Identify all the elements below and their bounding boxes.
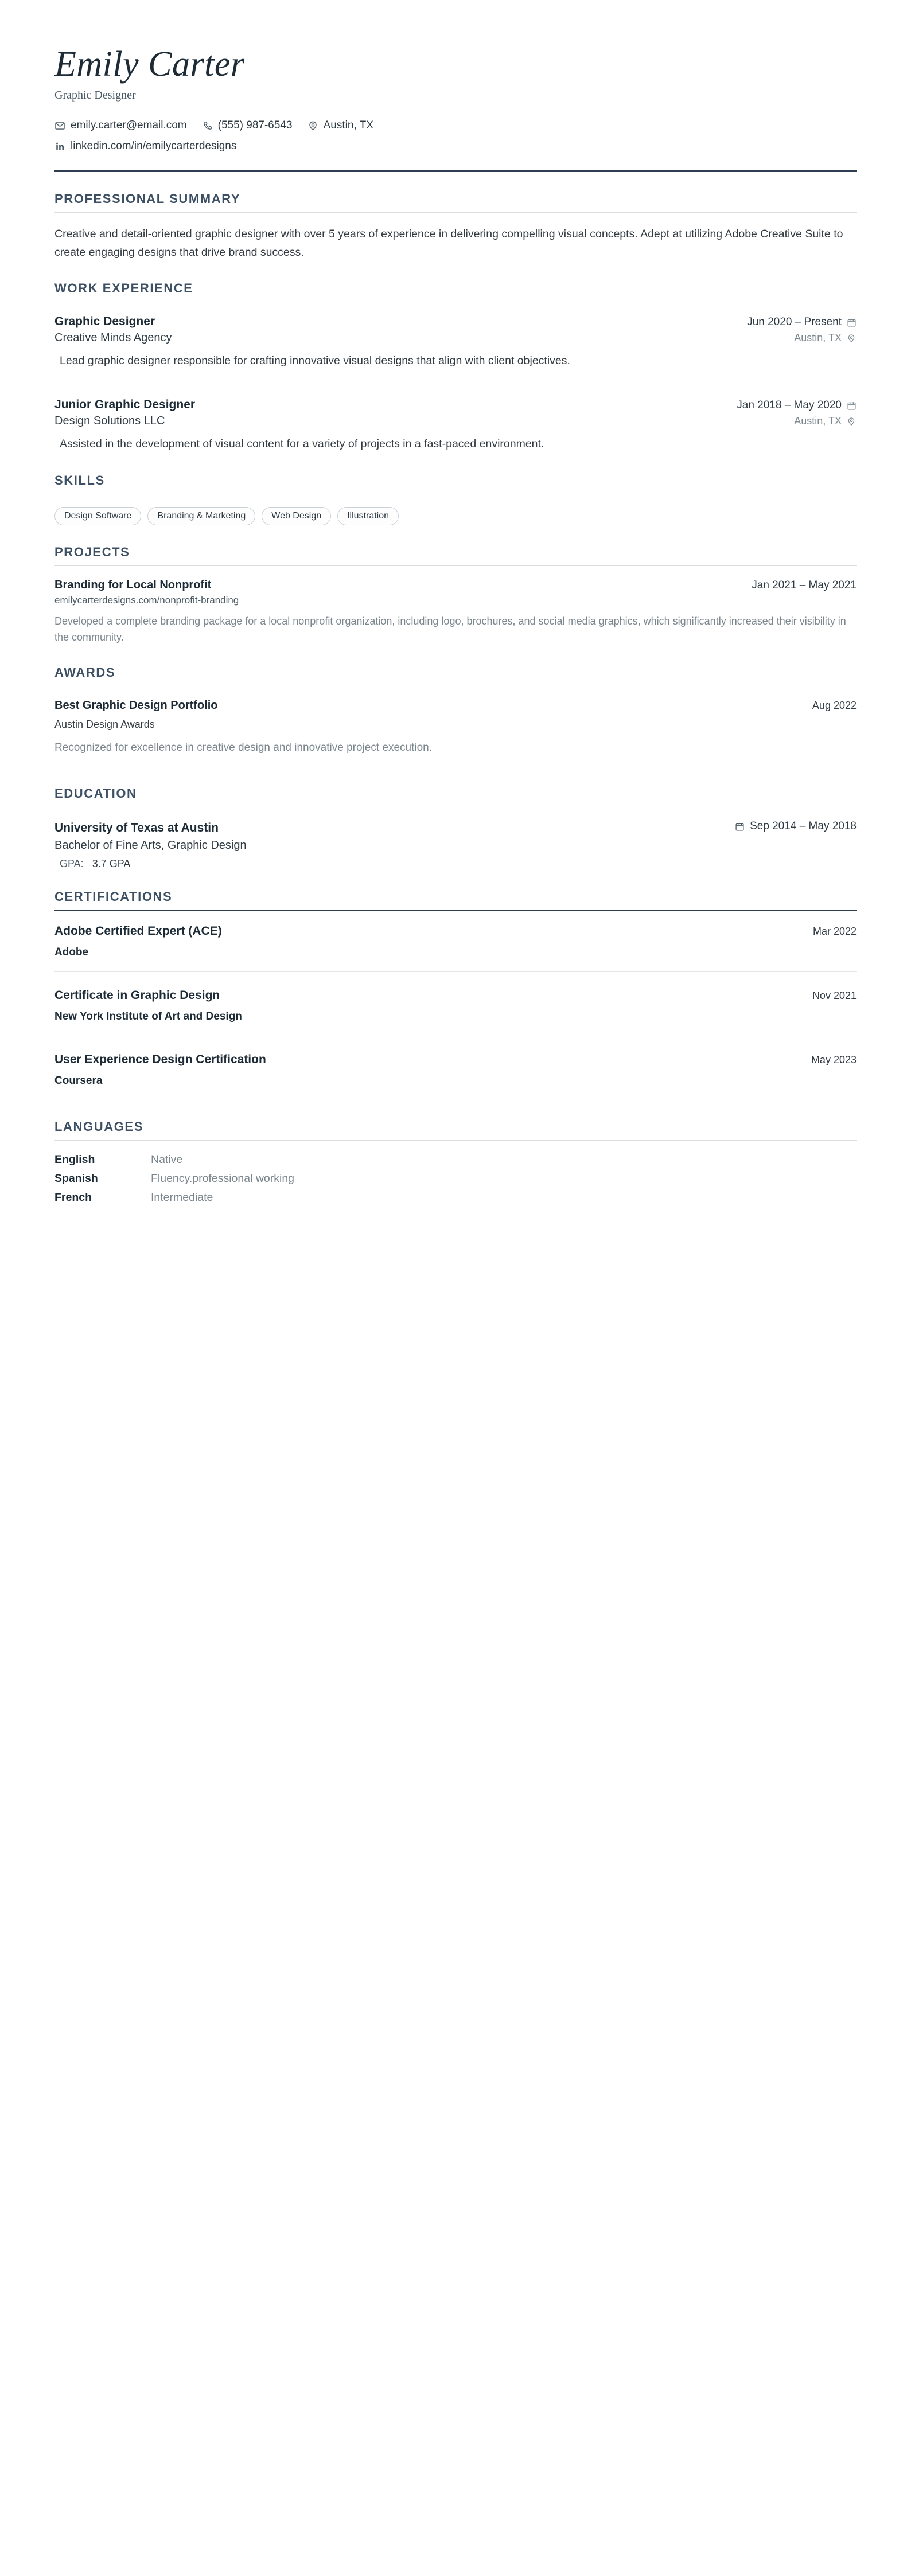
award-date: Aug 2022 xyxy=(812,700,857,712)
certification-issuer: Adobe xyxy=(54,946,89,958)
certification-name: Certificate in Graphic Design xyxy=(54,988,220,1002)
summary-text: Creative and detail-oriented graphic designer with over 5 years of experience in delivering compelling visual concepts. Adept at utilizing Adobe Creative Suite to create engaging designs that drive brand success. xyxy=(54,228,843,259)
skill-chip-list xyxy=(54,507,857,525)
education-gpa xyxy=(60,858,857,870)
section-work-experience xyxy=(54,281,857,453)
section-professional-summary xyxy=(54,192,857,261)
experience-location-group xyxy=(794,415,857,427)
section-title-languages: LANGUAGES xyxy=(54,1119,143,1134)
award-description: Recognized for excellence in creative design and innovative project execution. xyxy=(54,741,433,754)
language-level: Intermediate xyxy=(151,1191,213,1204)
experience-description: Lead graphic designer responsible for crafting innovative visual designs that align with client objectives. xyxy=(60,354,570,368)
section-title-education: EDUCATION xyxy=(54,786,137,801)
award-organization: Austin Design Awards xyxy=(54,719,155,731)
contact-email-text: emily.carter@email.com xyxy=(71,119,187,132)
language-name: Spanish xyxy=(54,1172,98,1185)
page-title: Emily Carter xyxy=(54,45,245,84)
section-divider xyxy=(54,212,857,213)
certification-entry xyxy=(54,1052,857,1100)
section-skills xyxy=(54,473,857,525)
language-level: Fluency.professional working xyxy=(151,1172,295,1185)
location-pin-icon xyxy=(847,333,857,343)
project-name: Branding for Local Nonprofit xyxy=(54,578,212,591)
location-pin-icon xyxy=(307,120,318,131)
certification-name: User Experience Design Certification xyxy=(54,1052,266,1066)
certification-name: Adobe Certified Expert (ACE) xyxy=(54,924,222,938)
skill-chip: Web Design xyxy=(262,507,331,525)
project-description: Developed a complete branding package for a local nonprofit organization, including logo, brochures, and social media graphics, which significantly increased their visibility in the community. xyxy=(54,615,846,643)
experience-entry xyxy=(54,398,857,453)
language-list xyxy=(54,1153,857,1204)
experience-location-group xyxy=(794,332,857,344)
certification-date: May 2023 xyxy=(811,1053,857,1065)
calendar-icon xyxy=(847,318,857,327)
project-link[interactable]: emilycarterdesigns.com/nonprofit-branding xyxy=(54,594,239,606)
section-title-certifications: CERTIFICATIONS xyxy=(54,889,173,904)
section-title-skills: SKILLS xyxy=(54,473,105,487)
education-dates: Sep 2014 – May 2018 xyxy=(750,820,857,833)
contact-phone[interactable] xyxy=(202,119,293,132)
section-awards xyxy=(54,665,857,754)
language-level: Native xyxy=(151,1153,183,1166)
page-bottom-spacer xyxy=(54,1204,857,1239)
contact-linkedin-text: linkedin.com/in/emilycarterdesigns xyxy=(71,140,237,153)
section-title-projects: PROJECTS xyxy=(54,544,130,559)
experience-location: Austin, TX xyxy=(794,332,842,344)
section-divider xyxy=(54,565,857,566)
experience-role: Graphic Designer xyxy=(54,315,155,329)
contact-email[interactable] xyxy=(54,119,187,132)
link-row xyxy=(54,140,857,153)
project-entry xyxy=(54,579,857,646)
contact-location xyxy=(307,119,373,132)
section-projects xyxy=(54,545,857,646)
project-dates: Jan 2021 – May 2021 xyxy=(752,579,857,591)
experience-entry xyxy=(54,315,857,370)
education-degree: Bachelor of Fine Arts, Graphic Design xyxy=(54,838,247,852)
location-pin-icon xyxy=(847,416,857,426)
certification-date: Nov 2021 xyxy=(812,989,857,1001)
skill-chip: Branding & Marketing xyxy=(147,507,255,525)
experience-dates: Jun 2020 – Present xyxy=(747,316,842,329)
header-job-title: Graphic Designer xyxy=(54,89,136,102)
language-name: English xyxy=(54,1153,95,1166)
skill-chip: Illustration xyxy=(337,507,399,525)
certification-entry xyxy=(54,924,857,971)
education-gpa-label: GPA: xyxy=(60,857,84,869)
section-education xyxy=(54,786,857,870)
contact-row xyxy=(54,119,857,132)
section-certifications xyxy=(54,889,857,1100)
section-divider xyxy=(54,1140,857,1141)
experience-dates-group xyxy=(737,399,857,412)
education-entry xyxy=(54,820,857,870)
certification-entry xyxy=(54,988,857,1036)
education-school: University of Texas at Austin xyxy=(54,821,219,834)
envelope-icon xyxy=(54,120,65,131)
section-divider xyxy=(54,910,857,911)
resume-header xyxy=(54,46,857,172)
calendar-icon xyxy=(735,822,745,832)
experience-organization: Design Solutions LLC xyxy=(54,415,165,428)
award-entry xyxy=(54,699,857,754)
header-divider xyxy=(54,170,857,172)
section-languages xyxy=(54,1119,857,1204)
experience-role: Junior Graphic Designer xyxy=(54,398,196,412)
experience-description: Assisted in the development of visual content for a variety of projects in a fast-paced environment. xyxy=(60,438,544,451)
section-title-summary: PROFESSIONAL SUMMARY xyxy=(54,192,241,206)
section-title-awards: AWARDS xyxy=(54,665,116,680)
certification-issuer: New York Institute of Art and Design xyxy=(54,1010,242,1022)
education-dates-group xyxy=(735,820,857,833)
contact-phone-text: (555) 987-6543 xyxy=(217,119,293,132)
experience-dates: Jan 2018 – May 2020 xyxy=(737,399,842,412)
section-title-experience: WORK EXPERIENCE xyxy=(54,281,193,296)
contact-location-text: Austin, TX xyxy=(323,119,373,132)
certification-date: Mar 2022 xyxy=(812,925,857,937)
award-name: Best Graphic Design Portfolio xyxy=(54,699,218,712)
language-name: French xyxy=(54,1191,92,1204)
entry-divider xyxy=(54,971,857,972)
linkedin-icon xyxy=(54,141,65,152)
contact-linkedin[interactable] xyxy=(54,140,236,153)
education-gpa-value: 3.7 GPA xyxy=(92,857,131,869)
experience-dates-group xyxy=(747,316,857,329)
experience-organization: Creative Minds Agency xyxy=(54,331,172,345)
skill-chip: Design Software xyxy=(54,507,141,525)
certification-issuer: Coursera xyxy=(54,1074,103,1087)
experience-location: Austin, TX xyxy=(794,415,842,427)
calendar-icon xyxy=(847,401,857,411)
phone-icon xyxy=(202,120,213,131)
